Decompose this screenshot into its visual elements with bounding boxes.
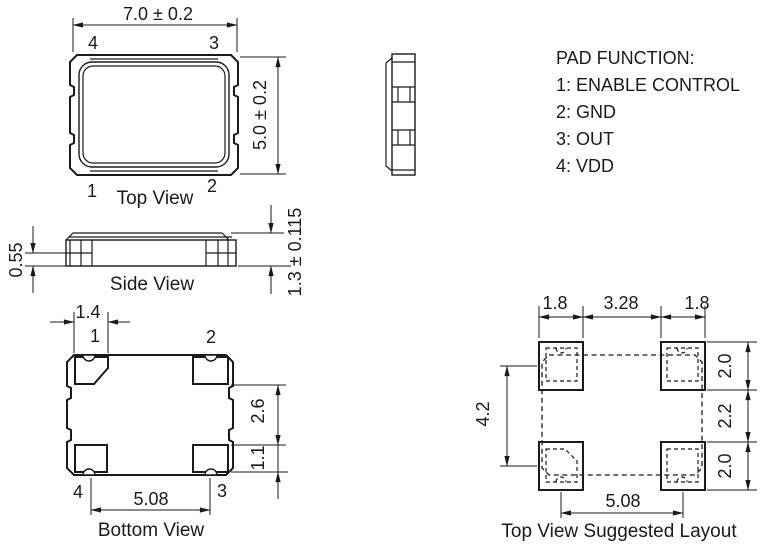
dim-inner-gap-label: 3.28 bbox=[603, 293, 639, 313]
component-outline-dashed bbox=[542, 355, 702, 475]
dim-width-label: 7.0 ± 0.2 bbox=[123, 4, 193, 24]
dim-horizontal-pitch-label: 5.08 bbox=[605, 491, 641, 511]
pin-label-1: 1 bbox=[86, 181, 98, 201]
pad-notch-dashed bbox=[556, 348, 566, 353]
side-view-caption: Side View bbox=[109, 274, 195, 295]
pin-label-4: 4 bbox=[87, 33, 99, 53]
pad-4 bbox=[75, 445, 107, 472]
dim-height-label: 5.0 ± 0.2 bbox=[250, 80, 270, 150]
pad-function-item-2: 2: GND bbox=[556, 102, 617, 122]
lid-outline-inner bbox=[83, 66, 225, 163]
pad-notch-dashed bbox=[677, 477, 687, 482]
castellation-notch bbox=[83, 469, 95, 475]
dim-vertical-pitch-label: 4.2 bbox=[473, 401, 493, 427]
pin-label-2: 2 bbox=[205, 327, 217, 347]
lid-outline-outer bbox=[79, 62, 229, 167]
side-view-pad-lines bbox=[66, 240, 236, 266]
side-view bbox=[6, 205, 305, 296]
top-view bbox=[70, 4, 286, 209]
pad-function-item-4: 4: VDD bbox=[556, 156, 615, 176]
suggested-layout-caption: Top View Suggested Layout bbox=[501, 521, 737, 542]
pin-label-2: 2 bbox=[206, 176, 218, 196]
pad-notch-dashed bbox=[677, 348, 687, 353]
pad-function-title: PAD FUNCTION: bbox=[556, 48, 695, 68]
pad-function-item-1: 1: ENABLE CONTROL bbox=[556, 75, 741, 95]
castellation-notch bbox=[205, 469, 217, 475]
pin-label-4: 4 bbox=[72, 482, 84, 502]
pad-function-item-3: 3: OUT bbox=[556, 129, 615, 149]
pin-label-3: 3 bbox=[208, 33, 220, 53]
pin-label-3: 3 bbox=[216, 481, 228, 501]
pad-function-block bbox=[556, 48, 740, 176]
end-view-pad-ticks bbox=[398, 87, 410, 145]
end-view bbox=[386, 54, 415, 175]
dim-pad-width-right-label: 1.8 bbox=[684, 293, 710, 313]
suggested-layout bbox=[473, 293, 757, 542]
top-view-caption: Top View bbox=[116, 188, 194, 209]
dim-pad-width-label: 1.4 bbox=[75, 302, 101, 322]
dim-pad-height-label: 1.1 bbox=[248, 445, 268, 471]
dim-row-gap-label: 2.2 bbox=[715, 403, 735, 429]
dim-pad-pitch-label: 5.08 bbox=[133, 489, 169, 509]
pad-3 bbox=[193, 445, 228, 472]
castellation-notch bbox=[205, 355, 217, 361]
dim-total-height-label: 1.3 ± 0.115 bbox=[285, 207, 305, 297]
dim-pad-width-left-label: 1.8 bbox=[542, 293, 568, 313]
dim-pad-height-top-label: 2.0 bbox=[715, 353, 735, 379]
package-outline bbox=[70, 55, 238, 175]
end-view-lid-edge bbox=[386, 58, 392, 171]
pin-label-1: 1 bbox=[89, 326, 101, 346]
edge-metallization-lines bbox=[90, 59, 218, 171]
extension-lines bbox=[25, 233, 291, 266]
bottom-view bbox=[50, 302, 288, 541]
castellation-notch bbox=[83, 355, 95, 361]
pad-notch-dashed bbox=[556, 477, 566, 482]
bottom-view-caption: Bottom View bbox=[97, 520, 205, 541]
dim-pad-height-bottom-label: 2.0 bbox=[715, 453, 735, 479]
dim-pad-gap-label: 2.6 bbox=[248, 398, 268, 424]
side-view-lid bbox=[66, 233, 232, 240]
end-view-body bbox=[392, 54, 415, 175]
end-view-section-lines bbox=[392, 62, 415, 170]
dim-pad-thickness-label: 0.55 bbox=[6, 242, 26, 278]
